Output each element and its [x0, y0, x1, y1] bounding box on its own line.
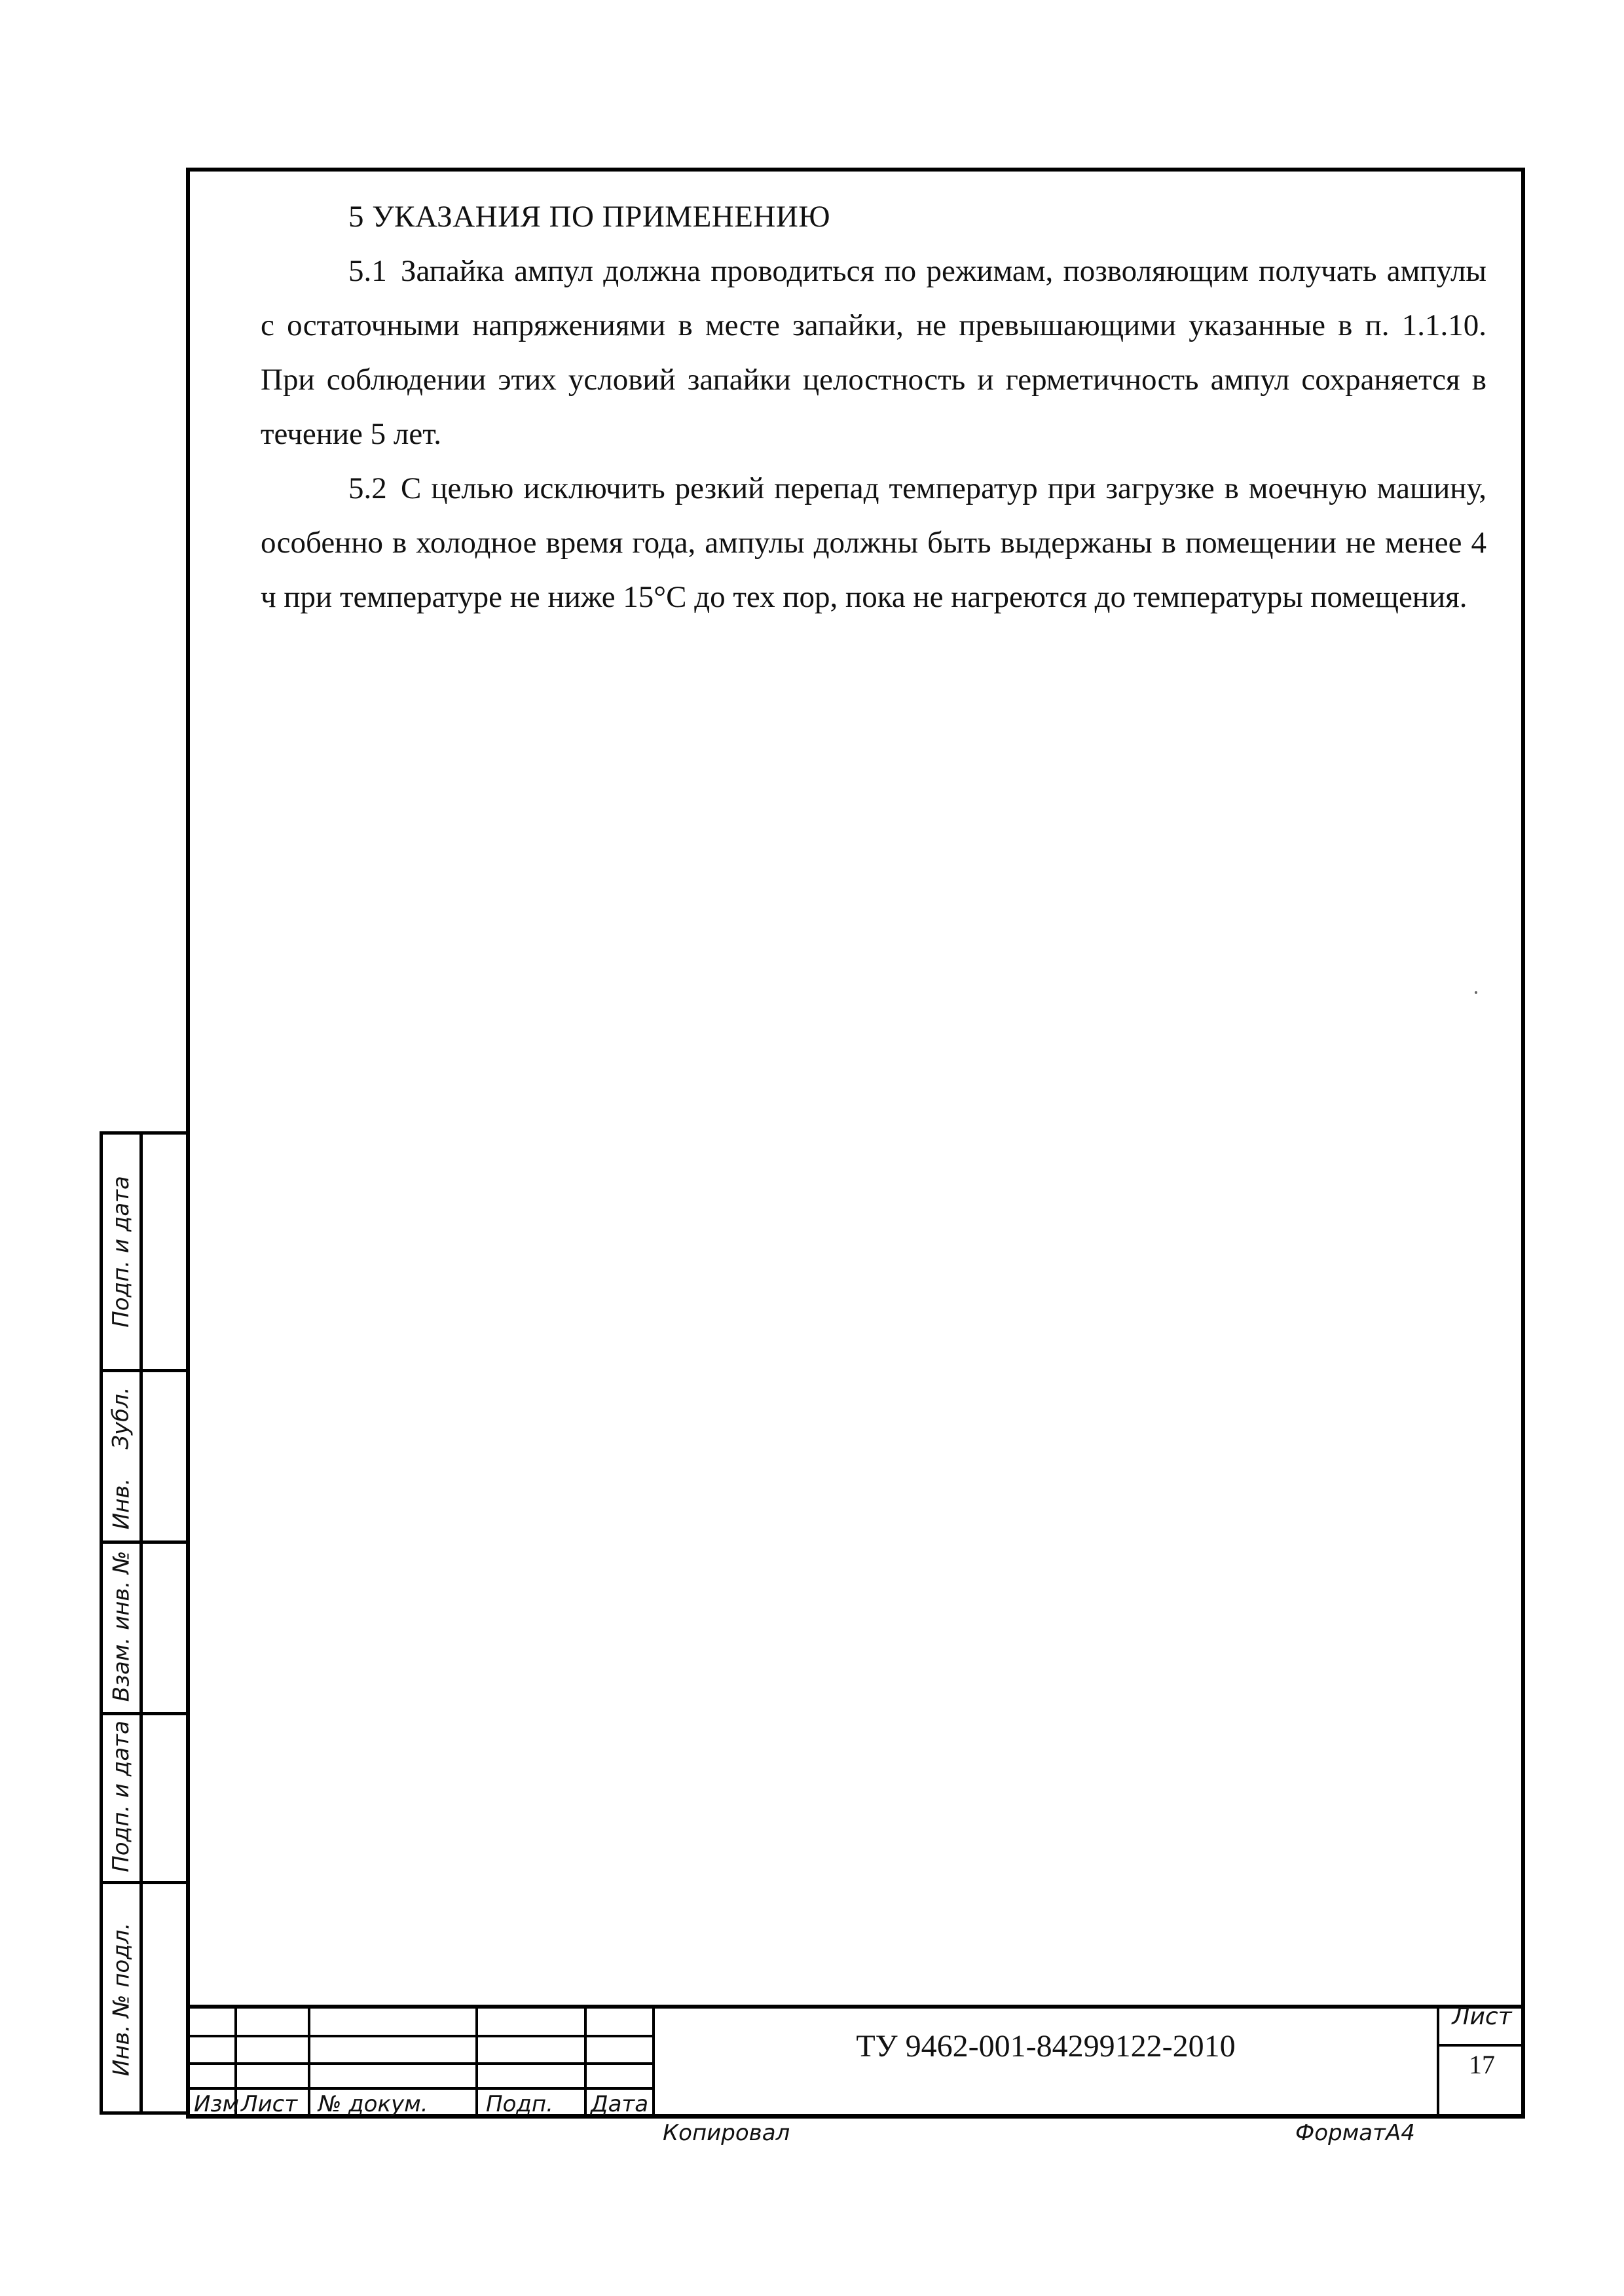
document-body: [261, 190, 1486, 625]
side-label-original-inv: Инв. № подл.: [108, 1922, 135, 2077]
col-izm: Изм: [194, 2091, 240, 2117]
col-sign: Подп.: [486, 2091, 553, 2117]
col-date: Дата: [591, 2091, 649, 2117]
sheet-label: Лист: [1452, 2003, 1512, 2030]
copied-by-label: Копировал: [663, 2120, 790, 2146]
paragraph-5-2: [261, 462, 1486, 625]
side-label-signature-date-2: Подп. и дата: [108, 1721, 135, 1872]
side-stamp: [100, 1131, 190, 2115]
tb-col-line: [584, 2005, 587, 2116]
paragraph-5-1: [261, 244, 1486, 462]
tb-col-line: [308, 2005, 310, 2116]
scan-speck: [1475, 991, 1477, 994]
col-doc-num: № докум.: [318, 2091, 428, 2117]
sheet-number: 17: [1469, 2050, 1495, 2079]
paragraph-text: Запайка ампул должна проводиться по режимам, позволяющим получать ампулы с остаточными напряжениями в месте запайки, не превышающими указанные в п. 1.1.10. При соблюдении этих условий запайки целостность и герметичность ампул сохраняется в течение 5 лет.: [261, 254, 1486, 451]
section-title: 5 УКАЗАНИЯ ПО ПРИМЕНЕНИЮ: [348, 200, 831, 234]
side-label-inv: Инв.: [108, 1478, 135, 1530]
side-label-replace-inv: Взам. инв. №: [108, 1550, 135, 1702]
paragraph-number: 5.1: [348, 254, 387, 288]
side-divider: [139, 1135, 143, 2111]
tb-sheet-line: [1437, 2044, 1525, 2047]
tb-col-line: [1437, 2005, 1439, 2116]
side-label-dupl: Зубл.: [108, 1387, 134, 1449]
document-code: ТУ 9462-001-84299122-2010: [856, 2029, 1236, 2064]
paragraph-number: 5.2: [348, 471, 387, 505]
format-label: ФорматА4: [1295, 2120, 1415, 2146]
paragraph-text: С целью исключить резкий перепад температур при загрузке в моечную машину, особенно в холодное время года, ампулы должны быть выдержаны в помещении не менее 4 ч при температуре не ниже 15°С до тех пор, пока не нагреются до температуры помещения.: [261, 471, 1486, 614]
col-list: Лист: [241, 2091, 298, 2117]
tb-col-line: [475, 2005, 478, 2116]
side-label-signature-date-1: Подп. и дата: [108, 1176, 135, 1328]
